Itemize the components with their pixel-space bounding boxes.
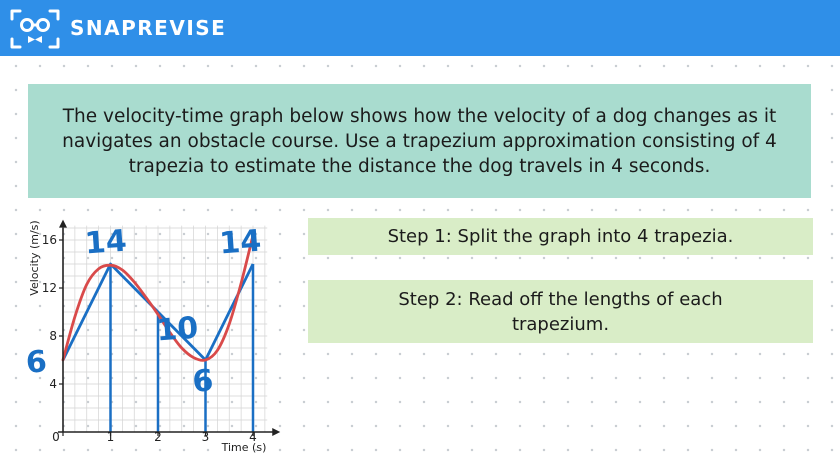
y-axis-label: Velocity (m/s) bbox=[28, 220, 41, 296]
x-tick-label: 0 bbox=[52, 430, 60, 444]
question-box bbox=[28, 84, 811, 198]
x-tick-label: 4 bbox=[249, 430, 257, 444]
y-tick-label: 16 bbox=[41, 233, 57, 247]
value-annotation: 6 bbox=[191, 363, 215, 400]
step-2-text: Step 2: Read off the lengths of each trapezium. bbox=[398, 288, 723, 335]
snaprevise-logo-icon bbox=[10, 8, 60, 50]
question-text: The velocity-time graph below shows how the velocity of a dog changes as it navigates an obstacle course. Use a trapezium approximation consisting of 4 trapezia to estimate the distance the dog travels in 4 seconds. bbox=[62, 105, 777, 177]
step-1-text: Step 1: Split the graph into 4 trapezia. bbox=[387, 226, 734, 247]
x-tick-label: 1 bbox=[106, 430, 115, 444]
value-annotation: 14 bbox=[83, 223, 128, 262]
app-header bbox=[0, 0, 840, 56]
y-tick-label: 8 bbox=[49, 329, 57, 343]
x-tick-label: 3 bbox=[201, 430, 210, 444]
y-tick-label: 4 bbox=[49, 377, 57, 391]
x-axis-arrow bbox=[272, 428, 280, 436]
x-tick-label: 2 bbox=[154, 430, 162, 444]
brand-name: SNAPREVISE bbox=[70, 16, 227, 40]
step-2-box bbox=[308, 280, 813, 343]
value-annotation: 14 bbox=[218, 223, 263, 262]
value-annotation: 10 bbox=[155, 310, 200, 349]
y-axis-arrow bbox=[59, 220, 67, 228]
y-tick-label: 12 bbox=[41, 281, 57, 295]
step-1-box bbox=[308, 218, 813, 255]
velocity-time-graph bbox=[0, 205, 300, 472]
x-axis-label: Time (s) bbox=[221, 441, 267, 454]
value-annotation: 6 bbox=[24, 344, 48, 381]
